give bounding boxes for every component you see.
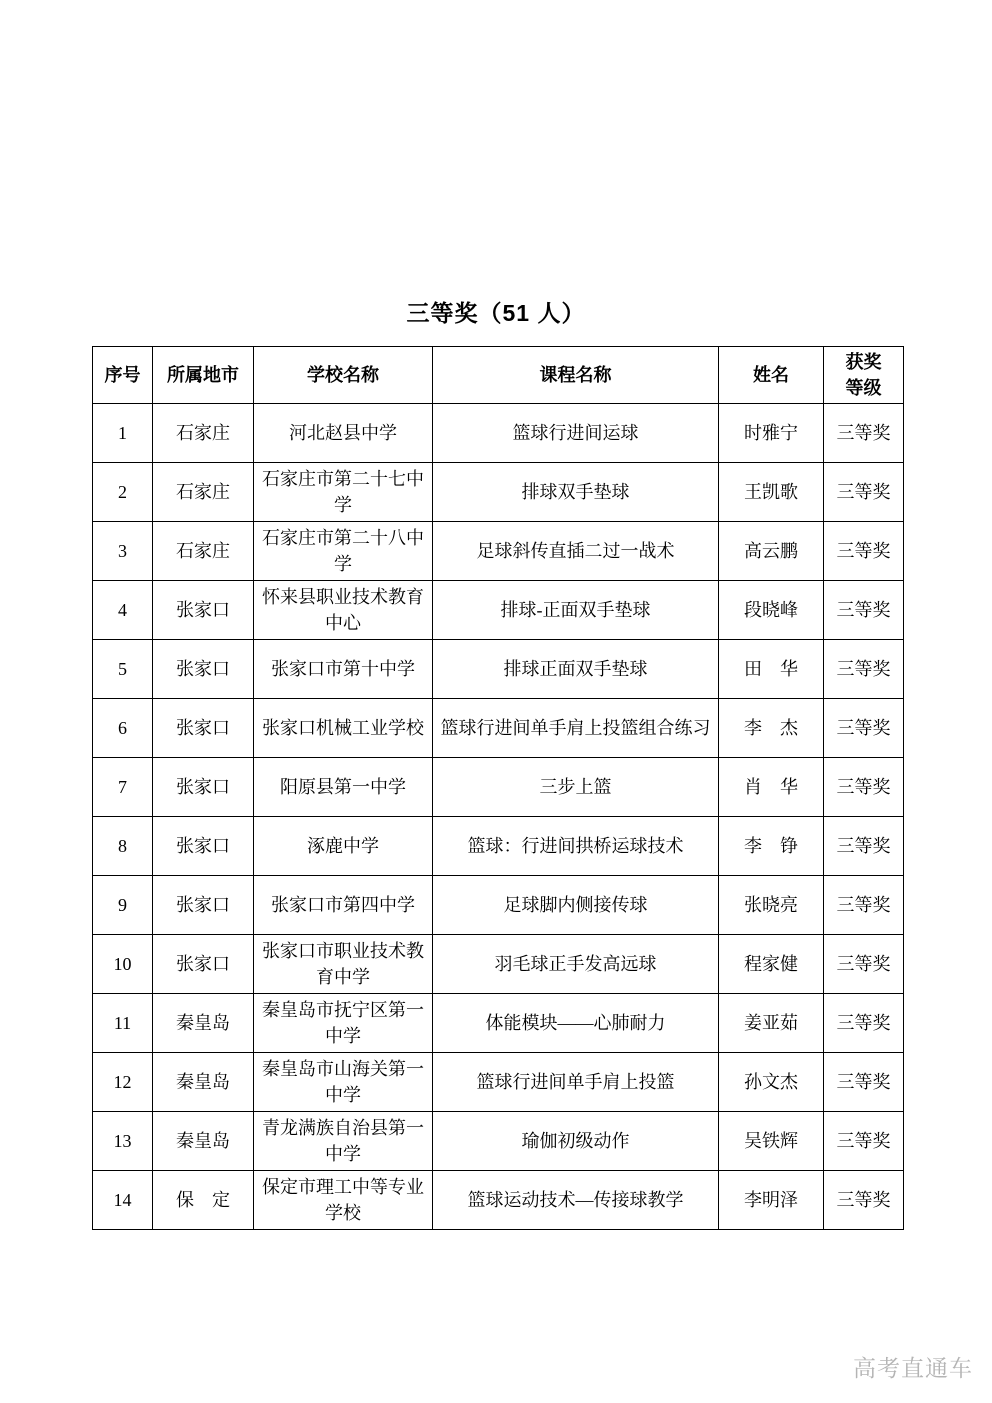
row-index-cell: 9 bbox=[93, 876, 153, 935]
row-index-cell: 5 bbox=[93, 640, 153, 699]
course-cell: 三步上篮 bbox=[433, 758, 719, 817]
row-index-cell: 13 bbox=[93, 1112, 153, 1171]
table-row bbox=[93, 522, 904, 581]
row-index-cell: 10 bbox=[93, 935, 153, 994]
school-cell: 青龙满族自治县第一中学 bbox=[254, 1112, 433, 1171]
city-cell: 石家庄 bbox=[153, 404, 254, 463]
city-cell: 秦皇岛 bbox=[153, 994, 254, 1053]
name-cell: 高云鹏 bbox=[719, 522, 824, 581]
course-cell: 篮球行进间单手肩上投篮 bbox=[433, 1053, 719, 1112]
header-course: 课程名称 bbox=[433, 347, 719, 404]
table-row bbox=[93, 699, 904, 758]
school-cell: 怀来县职业技术教育中心 bbox=[254, 581, 433, 640]
course-cell: 篮球运动技术—传接球教学 bbox=[433, 1171, 719, 1230]
school-cell: 涿鹿中学 bbox=[254, 817, 433, 876]
name-cell: 姜亚茹 bbox=[719, 994, 824, 1053]
course-cell: 排球双手垫球 bbox=[433, 463, 719, 522]
name-cell: 程家健 bbox=[719, 935, 824, 994]
award-cell: 三等奖 bbox=[824, 522, 904, 581]
city-cell: 张家口 bbox=[153, 758, 254, 817]
school-cell: 石家庄市第二十八中学 bbox=[254, 522, 433, 581]
course-cell: 瑜伽初级动作 bbox=[433, 1112, 719, 1171]
city-cell: 张家口 bbox=[153, 817, 254, 876]
table-row bbox=[93, 1053, 904, 1112]
city-cell: 石家庄 bbox=[153, 463, 254, 522]
school-cell: 河北赵县中学 bbox=[254, 404, 433, 463]
school-cell: 张家口机械工业学校 bbox=[254, 699, 433, 758]
table-row bbox=[93, 758, 904, 817]
table-row bbox=[93, 404, 904, 463]
table-row bbox=[93, 640, 904, 699]
city-cell: 张家口 bbox=[153, 699, 254, 758]
course-cell: 排球正面双手垫球 bbox=[433, 640, 719, 699]
row-index-cell: 7 bbox=[93, 758, 153, 817]
name-cell: 张晓亮 bbox=[719, 876, 824, 935]
name-cell: 肖 华 bbox=[719, 758, 824, 817]
awards-table bbox=[92, 346, 904, 1230]
table-row bbox=[93, 876, 904, 935]
course-cell: 排球-正面双手垫球 bbox=[433, 581, 719, 640]
award-cell: 三等奖 bbox=[824, 463, 904, 522]
city-cell: 张家口 bbox=[153, 935, 254, 994]
header-award-label: 获奖等级 bbox=[845, 352, 882, 398]
row-index-cell: 14 bbox=[93, 1171, 153, 1230]
header-row bbox=[93, 347, 904, 404]
name-cell: 段晓峰 bbox=[719, 581, 824, 640]
award-cell: 三等奖 bbox=[824, 640, 904, 699]
school-cell: 阳原县第一中学 bbox=[254, 758, 433, 817]
award-cell: 三等奖 bbox=[824, 1171, 904, 1230]
school-cell: 张家口市第十中学 bbox=[254, 640, 433, 699]
course-cell: 羽毛球正手发高远球 bbox=[433, 935, 719, 994]
row-index-cell: 12 bbox=[93, 1053, 153, 1112]
city-cell: 张家口 bbox=[153, 876, 254, 935]
course-cell: 篮球行进间运球 bbox=[433, 404, 719, 463]
city-cell: 张家口 bbox=[153, 640, 254, 699]
row-index-cell: 1 bbox=[93, 404, 153, 463]
city-cell: 秦皇岛 bbox=[153, 1112, 254, 1171]
award-cell: 三等奖 bbox=[824, 994, 904, 1053]
award-cell: 三等奖 bbox=[824, 581, 904, 640]
school-cell: 张家口市职业技术教育中学 bbox=[254, 935, 433, 994]
school-cell: 秦皇岛市山海关第一中学 bbox=[254, 1053, 433, 1112]
table-row bbox=[93, 581, 904, 640]
name-cell: 王凯歌 bbox=[719, 463, 824, 522]
course-cell: 足球斜传直插二过一战术 bbox=[433, 522, 719, 581]
city-cell: 保 定 bbox=[153, 1171, 254, 1230]
table-row bbox=[93, 817, 904, 876]
row-index-cell: 8 bbox=[93, 817, 153, 876]
name-cell: 李 铮 bbox=[719, 817, 824, 876]
name-cell: 吴铁辉 bbox=[719, 1112, 824, 1171]
name-cell: 李 杰 bbox=[719, 699, 824, 758]
header-school: 学校名称 bbox=[254, 347, 433, 404]
school-cell: 保定市理工中等专业学校 bbox=[254, 1171, 433, 1230]
row-index-cell: 6 bbox=[93, 699, 153, 758]
award-cell: 三等奖 bbox=[824, 876, 904, 935]
award-cell: 三等奖 bbox=[824, 404, 904, 463]
school-cell: 石家庄市第二十七中学 bbox=[254, 463, 433, 522]
city-cell: 秦皇岛 bbox=[153, 1053, 254, 1112]
row-index-cell: 4 bbox=[93, 581, 153, 640]
city-cell: 石家庄 bbox=[153, 522, 254, 581]
award-cell: 三等奖 bbox=[824, 1112, 904, 1171]
name-cell: 田 华 bbox=[719, 640, 824, 699]
table-row bbox=[93, 1112, 904, 1171]
table-row bbox=[93, 1171, 904, 1230]
award-cell: 三等奖 bbox=[824, 935, 904, 994]
city-cell: 张家口 bbox=[153, 581, 254, 640]
header-no: 序号 bbox=[93, 347, 153, 404]
name-cell: 孙文杰 bbox=[719, 1053, 824, 1112]
table-row bbox=[93, 463, 904, 522]
course-cell: 篮球：行进间拱桥运球技术 bbox=[433, 817, 719, 876]
row-index-cell: 3 bbox=[93, 522, 153, 581]
table-row bbox=[93, 935, 904, 994]
award-cell: 三等奖 bbox=[824, 1053, 904, 1112]
name-cell: 时雅宁 bbox=[719, 404, 824, 463]
row-index-cell: 2 bbox=[93, 463, 153, 522]
watermark: 高考直通车 bbox=[853, 1355, 973, 1381]
row-index-cell: 11 bbox=[93, 994, 153, 1053]
course-cell: 篮球行进间单手肩上投篮组合练习 bbox=[433, 699, 719, 758]
school-cell: 张家口市第四中学 bbox=[254, 876, 433, 935]
header-city: 所属地市 bbox=[153, 347, 254, 404]
table-row bbox=[93, 994, 904, 1053]
header-award bbox=[824, 347, 904, 404]
award-cell: 三等奖 bbox=[824, 699, 904, 758]
course-cell: 体能模块——心肺耐力 bbox=[433, 994, 719, 1053]
award-cell: 三等奖 bbox=[824, 758, 904, 817]
course-cell: 足球脚内侧接传球 bbox=[433, 876, 719, 935]
page-title: 三等奖（51 人） bbox=[406, 300, 586, 326]
header-name: 姓名 bbox=[719, 347, 824, 404]
award-cell: 三等奖 bbox=[824, 817, 904, 876]
school-cell: 秦皇岛市抚宁区第一中学 bbox=[254, 994, 433, 1053]
name-cell: 李明泽 bbox=[719, 1171, 824, 1230]
